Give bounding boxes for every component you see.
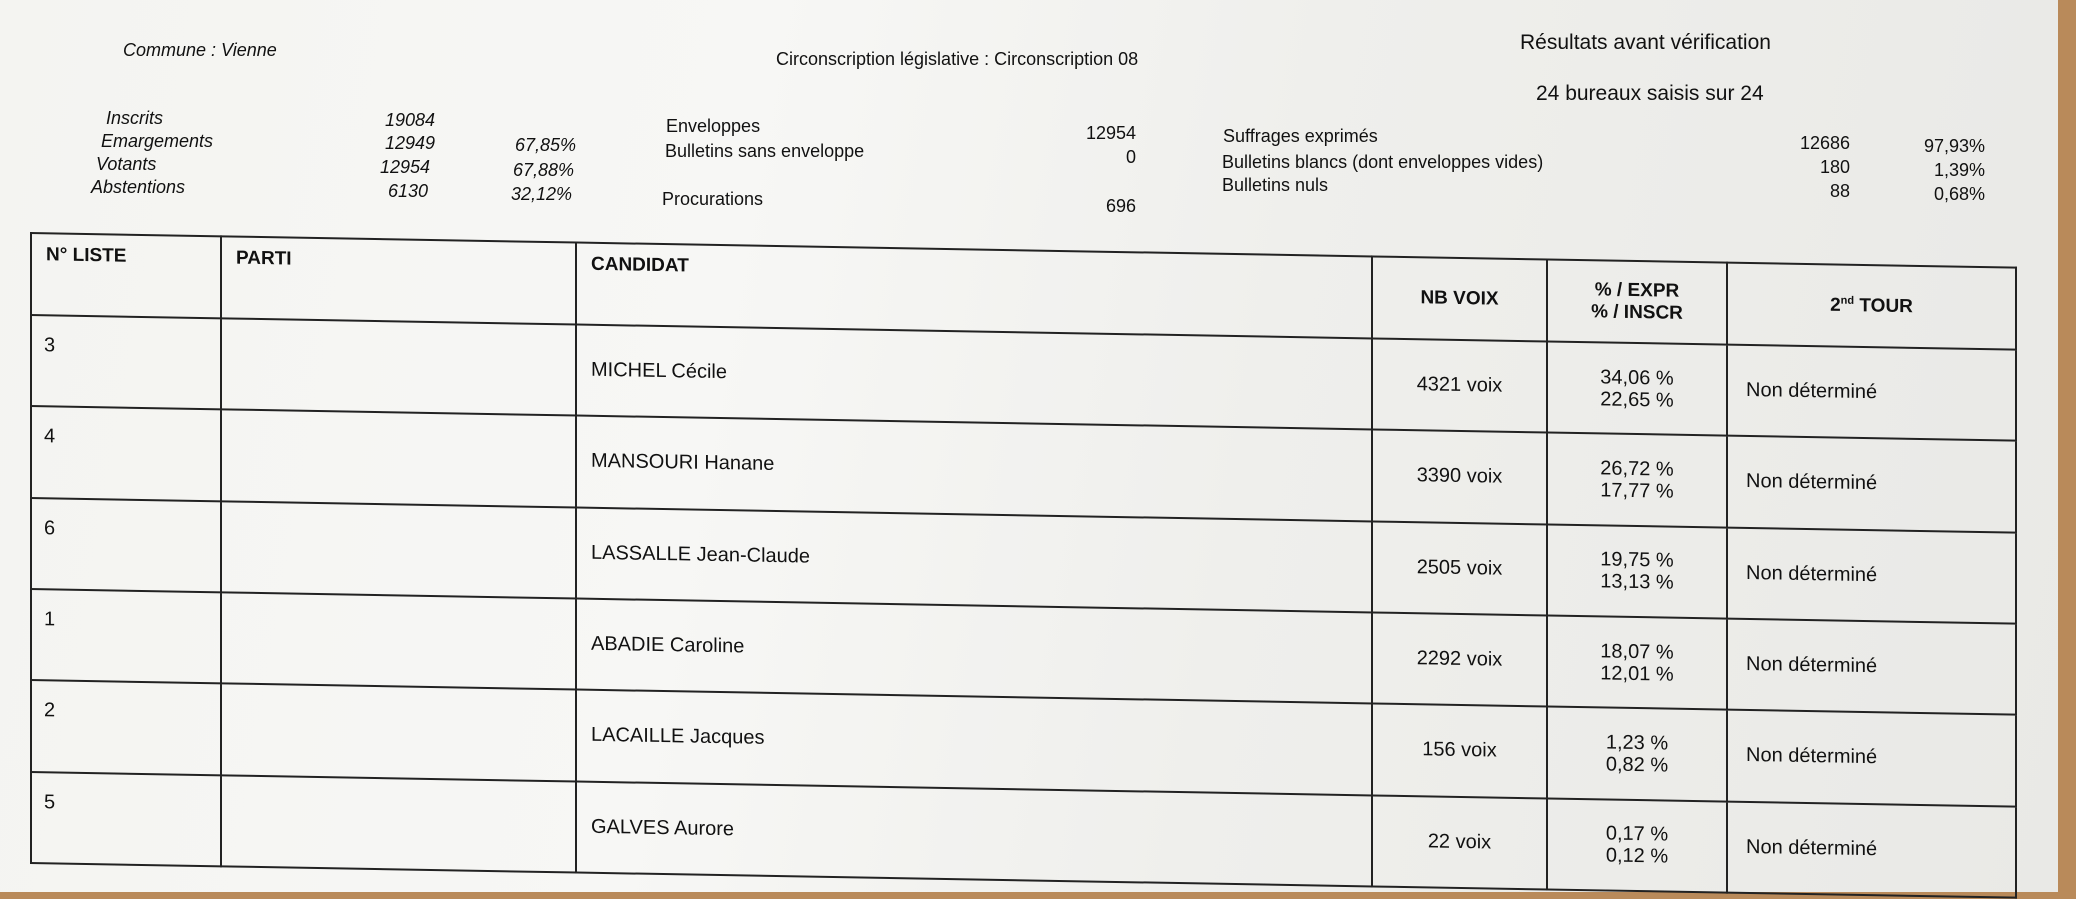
row-pct-expr: 26,72 % [1600,457,1674,481]
row-num: 1 [31,589,221,684]
header-num: N° LISTE [31,233,221,318]
header-pct [1547,259,1727,344]
header-second-tour [1727,263,2016,350]
stat-pct: 0,68% [1933,184,1985,204]
row-parti [221,501,576,599]
stat-pct: 67,85% [514,135,576,155]
stat-label: Emargements [101,131,214,151]
row-num: 5 [31,772,221,867]
stat-label: Suffrages exprimés [1223,126,1378,146]
row-candidat: LACAILLE Jacques [576,690,1372,795]
row-pct-inscr: 12,01 % [1600,662,1674,686]
stat-value: 19084 [384,110,435,130]
row-candidat: LASSALLE Jean-Claude [576,507,1372,612]
row-voix: 2505 voix [1372,521,1547,615]
header-tour-text: TOUR [1854,294,1913,318]
row-pct-inscr: 13,13 % [1600,570,1674,595]
header-tour-sup: nd [1840,294,1855,307]
status-label: Résultats avant vérification [1520,31,1771,54]
stat-label: Inscrits [106,108,164,128]
stat-value: 6130 [387,181,428,201]
header-tour-num: 2 [1830,294,1841,316]
row-parti [221,775,576,873]
row-num: 6 [31,498,221,593]
row-second-tour: Non déterminé [1727,345,2016,441]
row-second-tour: Non déterminé [1727,801,2016,897]
row-pct [1547,798,1727,893]
stat-pct: 32,12% [510,184,572,204]
row-num: 2 [31,680,221,775]
row-voix: 156 voix [1372,704,1547,798]
stat-pct: 67,88% [512,160,574,180]
row-candidat: ABADIE Caroline [576,599,1372,704]
row-parti [221,410,576,508]
stat-label: Votants [96,154,157,174]
stat-pct: 97,93% [1923,136,1985,156]
row-pct-inscr: 0,82 % [1605,753,1669,777]
row-pct-inscr: 0,12 % [1605,844,1669,868]
row-num: 4 [31,406,221,501]
row-pct [1547,615,1727,709]
stat-label: Bulletins blancs (dont enveloppes vides) [1222,152,1544,172]
commune-label: Commune : Vienne [123,40,277,60]
stat-label: Bulletins nuls [1222,175,1329,195]
row-pct-inscr: 17,77 % [1600,479,1674,503]
row-pct-expr: 0,17 % [1605,822,1669,846]
row-candidat: MICHEL Cécile [576,325,1372,430]
row-pct [1547,707,1727,801]
stat-value: 12686 [1799,133,1850,153]
header-pct-inscr: % / INSCR [1591,301,1683,324]
header-candidat: CANDIDAT [576,243,1372,339]
stat-label: Abstentions [91,177,186,197]
stat-label: Enveloppes [666,116,761,136]
row-candidat: GALVES Aurore [576,781,1372,886]
row-voix: 4321 voix [1372,338,1547,432]
row-pct-expr: 19,75 % [1600,548,1674,573]
stat-value: 12949 [384,133,435,153]
bureaux-label: 24 bureaux saisis sur 24 [1536,82,1764,105]
results-table [30,232,2017,899]
stat-value: 180 [1819,157,1850,177]
row-pct-inscr: 22,65 % [1600,388,1674,412]
row-parti [221,592,576,690]
stat-pct: 1,39% [1933,160,1985,180]
row-pct [1547,433,1727,527]
row-second-tour: Non déterminé [1727,527,2016,623]
header-voix: NB VOIX [1372,256,1547,341]
stat-label: Bulletins sans enveloppe [665,141,865,161]
stat-value: 696 [1105,196,1136,216]
stat-value: 12954 [1085,123,1136,143]
row-voix: 3390 voix [1372,430,1547,524]
row-pct-expr: 34,06 % [1600,366,1674,390]
row-parti [221,684,576,782]
row-num: 3 [31,315,221,410]
header-parti: PARTI [221,236,576,324]
stat-value: 12954 [379,157,430,177]
row-second-tour: Non déterminé [1727,619,2016,715]
stat-value: 0 [1125,147,1136,167]
row-second-tour: Non déterminé [1727,436,2016,532]
row-voix: 2292 voix [1372,612,1547,706]
row-pct [1547,524,1727,618]
stat-value: 88 [1829,181,1850,201]
header-pct-expr: % / EXPR [1594,279,1680,302]
row-candidat: MANSOURI Hanane [576,416,1372,521]
row-pct-expr: 18,07 % [1600,640,1674,664]
circonscription-label: Circonscription législative : Circonscription 08 [776,49,1139,69]
stat-label: Procurations [662,189,764,209]
row-voix: 22 voix [1372,795,1547,889]
row-pct [1547,341,1727,435]
row-pct-expr: 1,23 % [1605,731,1669,755]
row-parti [221,318,576,416]
row-second-tour: Non déterminé [1727,710,2016,806]
